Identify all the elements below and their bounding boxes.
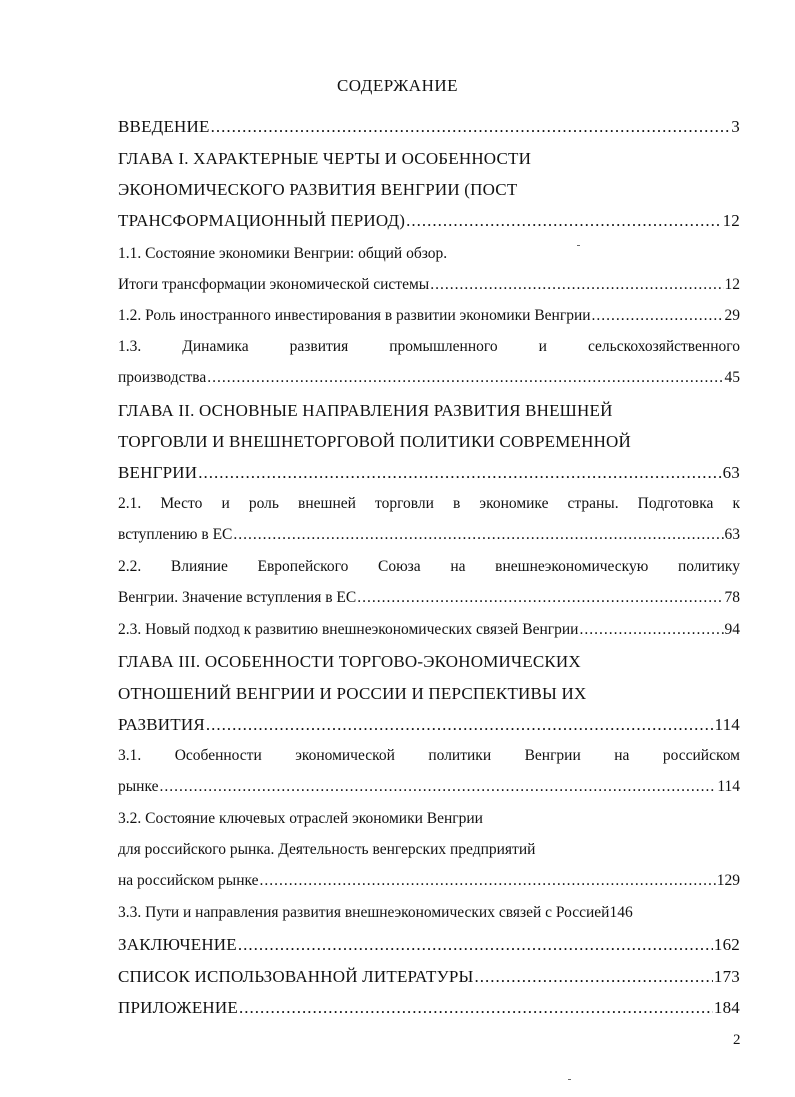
toc-word: 3.1. [118, 747, 142, 764]
toc-page-number: 184 [713, 998, 740, 1017]
toc-title: СОДЕРЖАНИЕ [336, 76, 459, 95]
toc-entry-text: РАЗВИТИЯ [118, 715, 205, 734]
dot-leader [233, 526, 723, 544]
toc-entry-text: Итоги трансформации экономической системы [118, 276, 430, 293]
toc-entry-text: ПРИЛОЖЕНИЕ [118, 998, 238, 1017]
toc-entry-text: 3.2. Состояние ключевых отраслей экономики Венгрии [118, 810, 483, 827]
toc-entry-text: ЗАКЛЮЧЕНИЕ [118, 935, 237, 954]
dot-leader [592, 307, 724, 325]
toc-entry-literature [118, 967, 740, 991]
toc-word: торговли [375, 495, 434, 512]
toc-entry-text: ВЕНГРИИ [118, 463, 198, 482]
page-number: 2 [733, 1032, 741, 1048]
toc-word: Динамика [182, 338, 249, 355]
toc-word: политику [677, 558, 740, 575]
toc-word: в [453, 495, 461, 512]
toc-entry-text: ГЛАВА I. ХАРАКТЕРНЫЕ ЧЕРТЫ И ОСОБЕННОСТИ [118, 149, 532, 168]
scan-speck [577, 245, 580, 246]
scan-speck [568, 1079, 571, 1080]
dot-leader [207, 369, 723, 387]
toc-entry-text: 1.2. Роль иностранного инвестирования в развитии экономики Венгрии [118, 307, 591, 324]
toc-section-3-2-line-3 [118, 872, 740, 896]
toc-page-number: 12 [722, 211, 740, 230]
toc-entry-intro [118, 117, 740, 141]
toc-section-1-3-line-2 [118, 369, 740, 393]
toc-page-number: 94 [724, 621, 740, 638]
toc-entry-text: 3.3. Пути и направления развития внешнеэкономических связей с Россией [118, 904, 610, 921]
toc-section-1-1-line-2 [118, 276, 740, 300]
toc-page-number: 173 [713, 967, 740, 986]
dot-leader [238, 935, 713, 955]
toc-word: 1.3. [118, 338, 142, 355]
toc-entry-text: ЭКОНОМИЧЕСКОГО РАЗВИТИЯ ВЕНГРИИ (ПОСТ [118, 180, 518, 199]
toc-entry-text: 1.1. Состояние экономики Венгрии: общий обзор. [118, 245, 448, 262]
toc-word: к [732, 495, 740, 512]
toc-section-3-1-line-2 [118, 778, 740, 802]
toc-word: 2.1. [118, 495, 142, 512]
toc-word: Подготовка [637, 495, 714, 512]
toc-word: развития [289, 338, 349, 355]
dot-leader [475, 967, 713, 987]
toc-section-1-1-line-1 [118, 245, 740, 269]
toc-entry-text: ТОРГОВЛИ И ВНЕШНЕТОРГОВОЙ ПОЛИТИКИ СОВРЕМЕННОЙ [118, 432, 632, 451]
toc-page-number: 129 [716, 872, 740, 889]
toc-section-2-2-line-2 [118, 589, 740, 613]
toc-word: российском [662, 747, 740, 764]
toc-word: 2.2. [118, 558, 142, 575]
toc-word: политики [428, 747, 492, 764]
toc-entry-text: для российского рынка. Деятельность венгерских предприятий [118, 841, 536, 858]
toc-chapter-3-line-1 [118, 652, 740, 676]
toc-word: на [450, 558, 466, 575]
toc-word: Венгрии [524, 747, 581, 764]
toc-word: Европейского [257, 558, 349, 575]
toc-page-number: 114 [717, 778, 740, 795]
toc-section-2-1-line-1 [118, 495, 740, 519]
toc-entry-text: на российском рынке [118, 872, 259, 889]
toc-section-3-1-line-1 [118, 747, 740, 771]
dot-leader [430, 276, 723, 294]
toc-chapter-3-line-2 [118, 684, 740, 708]
dot-leader [198, 463, 721, 483]
toc-entry-text: ГЛАВА II. ОСНОВНЫЕ НАПРАВЛЕНИЯ РАЗВИТИЯ ВНЕШНЕЙ [118, 401, 613, 420]
toc-word: Место [160, 495, 203, 512]
toc-entry-text: 2.3. Новый подход к развитию внешнеэкономических связей Венгрии [118, 621, 579, 638]
toc-entry-text: ТРАНСФОРМАЦИОННЫЙ ПЕРИОД) [118, 211, 406, 230]
toc-word: Влияние [170, 558, 228, 575]
toc-entry-text: ВВЕДЕНИЕ [118, 117, 210, 136]
toc-chapter-2-line-1 [118, 401, 740, 425]
toc-section-3-2-line-1 [118, 810, 740, 834]
toc-word: и [221, 495, 230, 512]
toc-section-1-2 [118, 307, 740, 331]
toc-chapter-2-line-2 [118, 432, 740, 456]
toc-entry-text: Венгрии. Значение вступления в ЕС [118, 589, 357, 606]
dot-leader [206, 715, 714, 735]
toc-page-number: 29 [724, 307, 740, 324]
toc-word: на [614, 747, 630, 764]
toc-entry-text: производства [118, 369, 207, 386]
toc-entry-conclusion [118, 935, 740, 959]
toc-chapter-1-line-2 [118, 180, 740, 204]
toc-entry-text: СПИСОК ИСПОЛЬЗОВАННОЙ ЛИТЕРАТУРЫ [118, 967, 474, 986]
toc-chapter-1-line-3 [118, 211, 740, 235]
toc-section-3-3 [118, 904, 740, 928]
toc-chapter-3-line-3 [118, 715, 740, 739]
toc-section-2-2-line-1 [118, 558, 740, 582]
toc-word: промышленного [389, 338, 498, 355]
toc-section-2-3 [118, 621, 740, 645]
toc-word: роль [248, 495, 279, 512]
dot-leader [260, 872, 716, 890]
toc-entry-text: вступлению в ЕС [118, 526, 233, 543]
toc-section-3-2-line-2 [118, 841, 740, 865]
dot-leader [159, 778, 716, 796]
toc-section-2-1-line-2 [118, 526, 740, 550]
toc-page-number: 146 [609, 904, 633, 921]
toc-chapter-1-line-1 [118, 149, 740, 173]
toc-page-number: 63 [722, 463, 740, 482]
dot-leader [579, 621, 723, 639]
toc-word: страны. [567, 495, 619, 512]
toc-section-1-3-line-1 [118, 338, 740, 362]
toc-word: экономике [479, 495, 549, 512]
toc-page-number: 3 [731, 117, 740, 136]
dot-leader [211, 117, 731, 137]
toc-word: Союза [378, 558, 421, 575]
toc-word: экономической [295, 747, 395, 764]
toc-entry-text: ОТНОШЕНИЙ ВЕНГРИИ И РОССИИ И ПЕРСПЕКТИВЫ ИХ [118, 684, 587, 703]
toc-word: и [538, 338, 547, 355]
toc-chapter-2-line-3 [118, 463, 740, 487]
toc-word: Особенности [174, 747, 262, 764]
toc-entry-appendix [118, 998, 740, 1022]
dot-leader [357, 589, 723, 607]
toc-page-number: 12 [724, 276, 740, 293]
toc-page-number: 162 [713, 935, 740, 954]
toc-page-number: 63 [724, 526, 740, 543]
toc-page-number: 78 [724, 589, 740, 606]
toc-word: внешнеэкономическую [495, 558, 649, 575]
toc-word: внешней [298, 495, 356, 512]
toc-page-number: 45 [724, 369, 740, 386]
toc-word: сельскохозяйственного [587, 338, 740, 355]
toc-page-number: 114 [714, 715, 740, 734]
toc-entry-text: ГЛАВА III. ОСОБЕННОСТИ ТОРГОВО-ЭКОНОМИЧЕСКИХ [118, 652, 581, 671]
toc-entry-text: рынке [118, 778, 159, 795]
dot-leader [239, 998, 713, 1018]
dot-leader [406, 211, 721, 231]
